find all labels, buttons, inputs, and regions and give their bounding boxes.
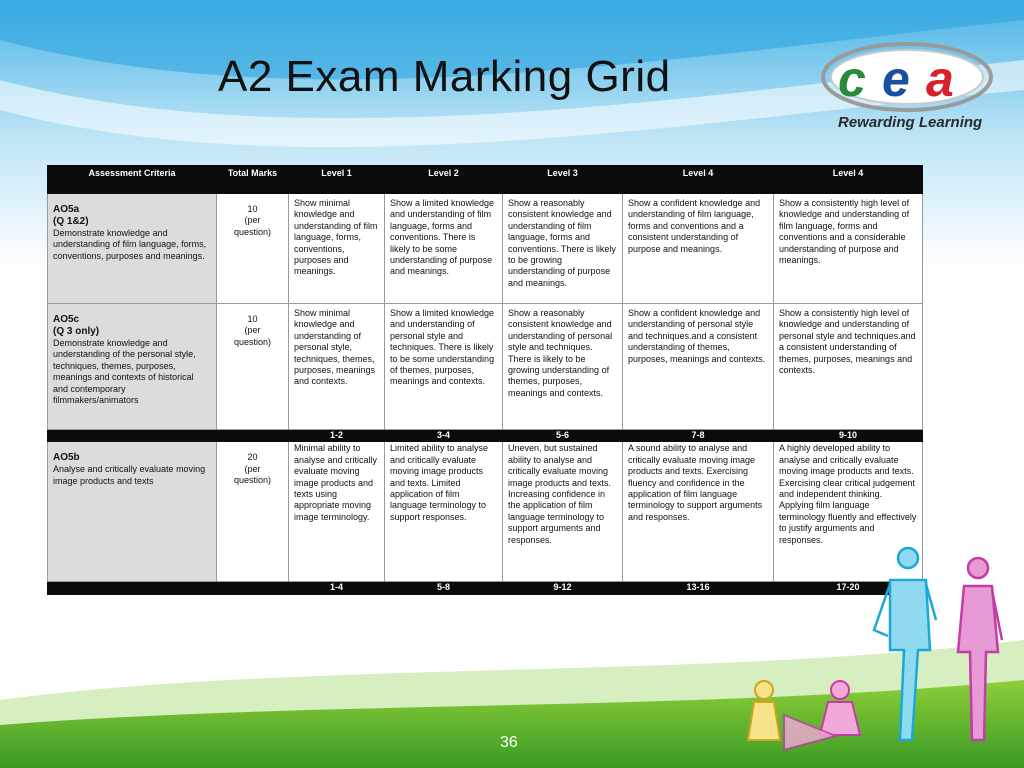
level-cell: Show a reasonably consistent knowledge and understanding of personal style and techniques. There is likely to be growing understanding of themes, purposes, meanings and contexts.: [503, 304, 623, 430]
criteria-sub: (Q 3 only): [53, 326, 100, 337]
band-cell: 17-20: [774, 582, 923, 594]
woman-figure: [958, 558, 1002, 740]
header-cell: Level 4: [623, 166, 774, 194]
level-cell: Show a confident knowledge and understanding of personal style and techniques.and a consistent understanding of themes, purposes, meanings and contexts.: [623, 304, 774, 430]
total-marks-cell: 10 (per question): [217, 304, 289, 430]
criteria-code: AO5b: [53, 452, 80, 464]
man-figure: [874, 548, 936, 740]
band-cell: [217, 582, 289, 594]
marking-grid-table: [47, 165, 923, 595]
criteria-desc: Demonstrate knowledge and understanding of the personal style, techniques, themes, purposes, meanings and contexts of historical and contemporary filmmakers/animators: [53, 338, 196, 406]
criteria-cell: [48, 304, 217, 430]
band-cell: 9-12: [503, 582, 623, 594]
table-header-row: [48, 166, 923, 194]
band-cell: 9-10: [774, 430, 923, 442]
level-cell: Show a limited knowledge and understanding of personal style and techniques. There is likely to be some understanding of themes, purposes, meanings and contexts.: [385, 304, 503, 430]
band-cell: 3-4: [385, 430, 503, 442]
header-cell: Assessment Criteria: [48, 166, 217, 194]
level-cell: Limited ability to analyse and critically evaluate moving image products and texts. Limited application of film language terminology to support responses.: [385, 442, 503, 582]
criteria-code: AO5a: [53, 204, 80, 215]
band-cell: 1-2: [289, 430, 385, 442]
table-row: [48, 194, 923, 304]
level-cell: A sound ability to analyse and critically evaluate moving image products and texts. Exercising fluency and confidence in the application of film language terminology to support arguments and responses.: [623, 442, 774, 582]
band-cell: 5-8: [385, 582, 503, 594]
band-cell: [48, 582, 217, 594]
band-cell: 5-6: [503, 430, 623, 442]
band-cell: [217, 430, 289, 442]
level-cell: Uneven, but sustained ability to analyse and critically evaluate moving image products and texts. Increasing confidence in the application of film language terminology to support arguments and responses.: [503, 442, 623, 582]
people-illustration: [740, 540, 1024, 768]
criteria-code: AO5c: [53, 314, 80, 325]
header-cell: Level 2: [385, 166, 503, 194]
criteria-cell: [48, 194, 217, 304]
level-cell: Show a consistently high level of knowledge and understanding of personal style and techniques.and a consistent understanding of themes, purposes, meanings and contexts.: [774, 304, 923, 430]
header-cell: Level 3: [503, 166, 623, 194]
criteria-sub: (Q 1&2): [53, 216, 89, 227]
page-number: 36: [500, 734, 518, 751]
criteria-cell: [48, 442, 217, 582]
svg-text:c: c: [838, 51, 866, 107]
svg-text:e: e: [882, 51, 910, 107]
level-cell: Show a consistently high level of knowledge and understanding of film language, forms and conventions and a considerable understanding of purpose and meanings.: [774, 194, 923, 304]
level-cell: Show minimal knowledge and understanding of film language, forms, conventions, purposes and meanings.: [289, 194, 385, 304]
page-title: A2 Exam Marking Grid: [218, 52, 671, 101]
level-cell: Show a reasonably consistent knowledge and understanding of film language, forms and conventions. There is likely to be growing understanding of purpose and meanings.: [503, 194, 623, 304]
level-cell: Show minimal knowledge and understanding of personal style, techniques, themes, purposes, meanings and contexts.: [289, 304, 385, 430]
level-cell: Minimal ability to analyse and critically evaluate moving image products and texts using appropriate moving image terminology.: [289, 442, 385, 582]
mark-band-row: [48, 430, 923, 442]
band-cell: 7-8: [623, 430, 774, 442]
total-marks-cell: 20 (per question): [217, 442, 289, 582]
header-cell: Level 1: [289, 166, 385, 194]
level-cell: A highly developed ability to analyse and critically evaluate moving image products and texts. Exercising clear critical judgement and independent thinking. Applying film language terminology fluently and effectively to justify arguments and responses.: [774, 442, 923, 582]
table-row: [48, 304, 923, 430]
header-cell: Total Marks: [217, 166, 289, 194]
band-cell: [48, 430, 217, 442]
band-cell: 1-4: [289, 582, 385, 594]
level-cell: Show a limited knowledge and understanding of film language, forms and conventions. There is likely to be some understanding of purpose and meanings.: [385, 194, 503, 304]
band-cell: 13-16: [623, 582, 774, 594]
criteria-desc: Analyse and critically evaluate moving image products and texts: [53, 464, 206, 486]
logo-tagline: Rewarding Learning: [838, 114, 983, 131]
child-figure: [784, 681, 860, 750]
header-cell: Level 4: [774, 166, 923, 194]
girl-figure: [748, 681, 780, 740]
svg-text:a: a: [926, 51, 954, 107]
level-cell: Show a confident knowledge and understanding of film language, forms and conventions and a consistent understanding of purpose and meanings.: [623, 194, 774, 304]
total-marks-cell: 10 (per question): [217, 194, 289, 304]
criteria-desc: Demonstrate knowledge and understanding of film language, forms, conventions, purposes and meanings.: [53, 228, 207, 261]
